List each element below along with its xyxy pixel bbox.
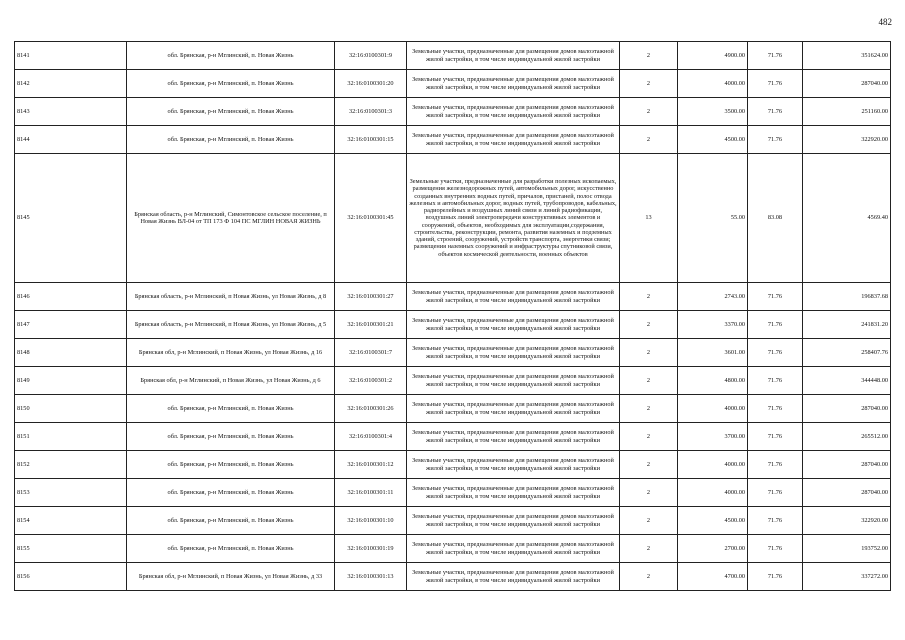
address-cell: Брянская область, р-н Мглинский, Симонтовское сельское поселение, п Новая Жизнь ВЛ-04 от ТП 173 Ф 104 ПС МГЛИН НОВАЯ ЖИЗНЬ bbox=[127, 154, 335, 283]
address-cell: Брянская обл, р-н Мглинский, п Новая Жизнь, ул Новая Жизнь, д 6 bbox=[127, 367, 335, 395]
cadastral-number-cell: 32:16:0100301:11 bbox=[335, 479, 407, 507]
specific-value-cell: 71.76 bbox=[748, 563, 803, 591]
specific-value-cell: 71.76 bbox=[748, 535, 803, 563]
cadastral-value-cell: 287040.00 bbox=[803, 451, 891, 479]
address-cell: обл. Брянская, р-н Мглинский, п. Новая Жизнь bbox=[127, 423, 335, 451]
row-number-cell: 8152 bbox=[15, 451, 127, 479]
cadastral-number-cell: 32:16:0100301:10 bbox=[335, 507, 407, 535]
table-row bbox=[15, 535, 891, 563]
address-cell: обл. Брянская, р-н Мглинский, п. Новая Жизнь bbox=[127, 70, 335, 98]
area-cell: 4500.00 bbox=[678, 507, 748, 535]
table-row bbox=[15, 563, 891, 591]
specific-value-cell: 83.08 bbox=[748, 154, 803, 283]
address-cell: обл. Брянская, р-н Мглинский, п. Новая Жизнь bbox=[127, 98, 335, 126]
land-category-cell: Земельные участки, предназначенные для размещения домов малоэтажной жилой застройки, в том числе индивидуальной жилой застройки bbox=[407, 395, 620, 423]
land-category-cell: Земельные участки, предназначенные для размещения домов малоэтажной жилой застройки, в том числе индивидуальной жилой застройки bbox=[407, 507, 620, 535]
cadastral-number-cell: 32:16:0100301:26 bbox=[335, 395, 407, 423]
group-number-cell: 2 bbox=[620, 563, 678, 591]
cadastral-number-cell: 32:16:0100301:21 bbox=[335, 311, 407, 339]
cadastral-value-cell: 251160.00 bbox=[803, 98, 891, 126]
group-number-cell: 2 bbox=[620, 98, 678, 126]
group-number-cell: 2 bbox=[620, 42, 678, 70]
cadastral-value-table bbox=[14, 41, 891, 591]
land-category-cell: Земельные участки, предназначенные для размещения домов малоэтажной жилой застройки, в том числе индивидуальной жилой застройки bbox=[407, 98, 620, 126]
group-number-cell: 2 bbox=[620, 339, 678, 367]
row-number-cell: 8145 bbox=[15, 154, 127, 283]
address-cell: Брянская обл, р-н Мглинский, п Новая Жизнь, ул Новая Жизнь, д 33 bbox=[127, 563, 335, 591]
cadastral-number-cell: 32:16:0100301:15 bbox=[335, 126, 407, 154]
cadastral-value-cell: 193752.00 bbox=[803, 535, 891, 563]
cadastral-number-cell: 32:16:0100301:12 bbox=[335, 451, 407, 479]
area-cell: 4000.00 bbox=[678, 451, 748, 479]
group-number-cell: 2 bbox=[620, 451, 678, 479]
cadastral-value-cell: 287040.00 bbox=[803, 479, 891, 507]
land-category-cell: Земельные участки, предназначенные для размещения домов малоэтажной жилой застройки, в том числе индивидуальной жилой застройки bbox=[407, 42, 620, 70]
row-number-cell: 8147 bbox=[15, 311, 127, 339]
specific-value-cell: 71.76 bbox=[748, 339, 803, 367]
land-category-cell: Земельные участки, предназначенные для размещения домов малоэтажной жилой застройки, в том числе индивидуальной жилой застройки bbox=[407, 479, 620, 507]
table-row bbox=[15, 98, 891, 126]
table-row bbox=[15, 423, 891, 451]
row-number-cell: 8153 bbox=[15, 479, 127, 507]
cadastral-value-cell: 337272.00 bbox=[803, 563, 891, 591]
table-row bbox=[15, 70, 891, 98]
area-cell: 3500.00 bbox=[678, 98, 748, 126]
cadastral-number-cell: 32:16:0100301:45 bbox=[335, 154, 407, 283]
specific-value-cell: 71.76 bbox=[748, 98, 803, 126]
table-body bbox=[15, 42, 891, 591]
area-cell: 3601.00 bbox=[678, 339, 748, 367]
group-number-cell: 2 bbox=[620, 507, 678, 535]
land-category-cell: Земельные участки, предназначенные для размещения домов малоэтажной жилой застройки, в том числе индивидуальной жилой застройки bbox=[407, 283, 620, 311]
area-cell: 3370.00 bbox=[678, 311, 748, 339]
cadastral-value-cell: 351624.00 bbox=[803, 42, 891, 70]
address-cell: обл. Брянская, р-н Мглинский, п. Новая Жизнь bbox=[127, 535, 335, 563]
row-number-cell: 8146 bbox=[15, 283, 127, 311]
table-row bbox=[15, 395, 891, 423]
cadastral-number-cell: 32:16:0100301:20 bbox=[335, 70, 407, 98]
row-number-cell: 8143 bbox=[15, 98, 127, 126]
specific-value-cell: 71.76 bbox=[748, 311, 803, 339]
land-category-cell: Земельные участки, предназначенные для разработки полезных ископаемых, размещения железнодорожных путей, автомобильных дорог, искусственно созданных внутренних водных путей, причалов, пристаней, полос отвода железных и автомобильных дорог, водных путей, трубопроводов, кабельных, радиорелейных и воздушных линий связи и линий радиофикации, воздушных линий электропередачи конструктивных элементов и сооружений, объектов, необходимых для эксплуатации,содержания, строительства, реконструкции, ремонта, развития наземных и подземных зданий, строений, сооружений, устройств транспорта, энергетики связи; размещения наземных сооружений и инфраструктуры спутниковой связи, объектов космической деятельности, военных объектов bbox=[407, 154, 620, 283]
cadastral-number-cell: 32:16:0100301:7 bbox=[335, 339, 407, 367]
group-number-cell: 2 bbox=[620, 395, 678, 423]
cadastral-number-cell: 32:16:0100301:19 bbox=[335, 535, 407, 563]
cadastral-number-cell: 32:16:0100301:2 bbox=[335, 367, 407, 395]
address-cell: обл. Брянская, р-н Мглинский, п. Новая Жизнь bbox=[127, 395, 335, 423]
specific-value-cell: 71.76 bbox=[748, 126, 803, 154]
cadastral-value-cell: 322920.00 bbox=[803, 126, 891, 154]
specific-value-cell: 71.76 bbox=[748, 283, 803, 311]
address-cell: Брянская область, р-н Мглинский, п Новая Жизнь, ул Новая Жизнь, д 5 bbox=[127, 311, 335, 339]
cadastral-number-cell: 32:16:0100301:4 bbox=[335, 423, 407, 451]
specific-value-cell: 71.76 bbox=[748, 42, 803, 70]
page-number: 482 bbox=[878, 17, 892, 27]
specific-value-cell: 71.76 bbox=[748, 423, 803, 451]
group-number-cell: 2 bbox=[620, 535, 678, 563]
group-number-cell: 2 bbox=[620, 283, 678, 311]
specific-value-cell: 71.76 bbox=[748, 507, 803, 535]
group-number-cell: 2 bbox=[620, 367, 678, 395]
cadastral-value-cell: 265512.00 bbox=[803, 423, 891, 451]
row-number-cell: 8148 bbox=[15, 339, 127, 367]
land-category-cell: Земельные участки, предназначенные для размещения домов малоэтажной жилой застройки, в том числе индивидуальной жилой застройки bbox=[407, 339, 620, 367]
address-cell: обл. Брянская, р-н Мглинский, п. Новая Жизнь bbox=[127, 42, 335, 70]
address-cell: Брянская область, р-н Мглинский, п Новая Жизнь, ул Новая Жизнь, д 8 bbox=[127, 283, 335, 311]
table-row bbox=[15, 367, 891, 395]
area-cell: 4700.00 bbox=[678, 563, 748, 591]
address-cell: обл. Брянская, р-н Мглинский, п. Новая Жизнь bbox=[127, 451, 335, 479]
table-row bbox=[15, 311, 891, 339]
specific-value-cell: 71.76 bbox=[748, 479, 803, 507]
address-cell: обл. Брянская, р-н Мглинский, п. Новая Жизнь bbox=[127, 507, 335, 535]
row-number-cell: 8155 bbox=[15, 535, 127, 563]
area-cell: 4000.00 bbox=[678, 70, 748, 98]
area-cell: 4000.00 bbox=[678, 479, 748, 507]
table-row bbox=[15, 479, 891, 507]
table-row bbox=[15, 42, 891, 70]
land-category-cell: Земельные участки, предназначенные для размещения домов малоэтажной жилой застройки, в том числе индивидуальной жилой застройки bbox=[407, 126, 620, 154]
area-cell: 4900.00 bbox=[678, 42, 748, 70]
land-category-cell: Земельные участки, предназначенные для размещения домов малоэтажной жилой застройки, в том числе индивидуальной жилой застройки bbox=[407, 423, 620, 451]
cadastral-value-cell: 322920.00 bbox=[803, 507, 891, 535]
cadastral-value-cell: 287040.00 bbox=[803, 70, 891, 98]
group-number-cell: 13 bbox=[620, 154, 678, 283]
cadastral-value-cell: 258407.76 bbox=[803, 339, 891, 367]
row-number-cell: 8150 bbox=[15, 395, 127, 423]
group-number-cell: 2 bbox=[620, 311, 678, 339]
table-row bbox=[15, 451, 891, 479]
land-category-cell: Земельные участки, предназначенные для размещения домов малоэтажной жилой застройки, в том числе индивидуальной жилой застройки bbox=[407, 451, 620, 479]
row-number-cell: 8154 bbox=[15, 507, 127, 535]
cadastral-value-cell: 344448.00 bbox=[803, 367, 891, 395]
area-cell: 55.00 bbox=[678, 154, 748, 283]
group-number-cell: 2 bbox=[620, 70, 678, 98]
address-cell: Брянская обл, р-н Мглинский, п Новая Жизнь, ул Новая Жизнь, д 16 bbox=[127, 339, 335, 367]
land-category-cell: Земельные участки, предназначенные для размещения домов малоэтажной жилой застройки, в том числе индивидуальной жилой застройки bbox=[407, 70, 620, 98]
table-row bbox=[15, 339, 891, 367]
group-number-cell: 2 bbox=[620, 423, 678, 451]
row-number-cell: 8151 bbox=[15, 423, 127, 451]
row-number-cell: 8149 bbox=[15, 367, 127, 395]
specific-value-cell: 71.76 bbox=[748, 395, 803, 423]
specific-value-cell: 71.76 bbox=[748, 70, 803, 98]
row-number-cell: 8142 bbox=[15, 70, 127, 98]
cadastral-value-cell: 241831.20 bbox=[803, 311, 891, 339]
table-row bbox=[15, 507, 891, 535]
table-row bbox=[15, 283, 891, 311]
specific-value-cell: 71.76 bbox=[748, 367, 803, 395]
table-row bbox=[15, 126, 891, 154]
cadastral-number-cell: 32:16:0100301:3 bbox=[335, 98, 407, 126]
cadastral-number-cell: 32:16:0100301:9 bbox=[335, 42, 407, 70]
land-category-cell: Земельные участки, предназначенные для размещения домов малоэтажной жилой застройки, в том числе индивидуальной жилой застройки bbox=[407, 563, 620, 591]
cadastral-value-cell: 4569.40 bbox=[803, 154, 891, 283]
table-row bbox=[15, 154, 891, 283]
land-category-cell: Земельные участки, предназначенные для размещения домов малоэтажной жилой застройки, в том числе индивидуальной жилой застройки bbox=[407, 535, 620, 563]
cadastral-number-cell: 32:16:0100301:13 bbox=[335, 563, 407, 591]
row-number-cell: 8144 bbox=[15, 126, 127, 154]
land-category-cell: Земельные участки, предназначенные для размещения домов малоэтажной жилой застройки, в том числе индивидуальной жилой застройки bbox=[407, 367, 620, 395]
area-cell: 4000.00 bbox=[678, 395, 748, 423]
row-number-cell: 8156 bbox=[15, 563, 127, 591]
area-cell: 4500.00 bbox=[678, 126, 748, 154]
group-number-cell: 2 bbox=[620, 126, 678, 154]
area-cell: 2743.00 bbox=[678, 283, 748, 311]
row-number-cell: 8141 bbox=[15, 42, 127, 70]
land-category-cell: Земельные участки, предназначенные для размещения домов малоэтажной жилой застройки, в том числе индивидуальной жилой застройки bbox=[407, 311, 620, 339]
cadastral-number-cell: 32:16:0100301:27 bbox=[335, 283, 407, 311]
cadastral-value-cell: 287040.00 bbox=[803, 395, 891, 423]
address-cell: обл. Брянская, р-н Мглинский, п. Новая Жизнь bbox=[127, 126, 335, 154]
area-cell: 4800.00 bbox=[678, 367, 748, 395]
area-cell: 3700.00 bbox=[678, 423, 748, 451]
specific-value-cell: 71.76 bbox=[748, 451, 803, 479]
address-cell: обл. Брянская, р-н Мглинский, п. Новая Жизнь bbox=[127, 479, 335, 507]
group-number-cell: 2 bbox=[620, 479, 678, 507]
cadastral-value-cell: 196837.68 bbox=[803, 283, 891, 311]
area-cell: 2700.00 bbox=[678, 535, 748, 563]
